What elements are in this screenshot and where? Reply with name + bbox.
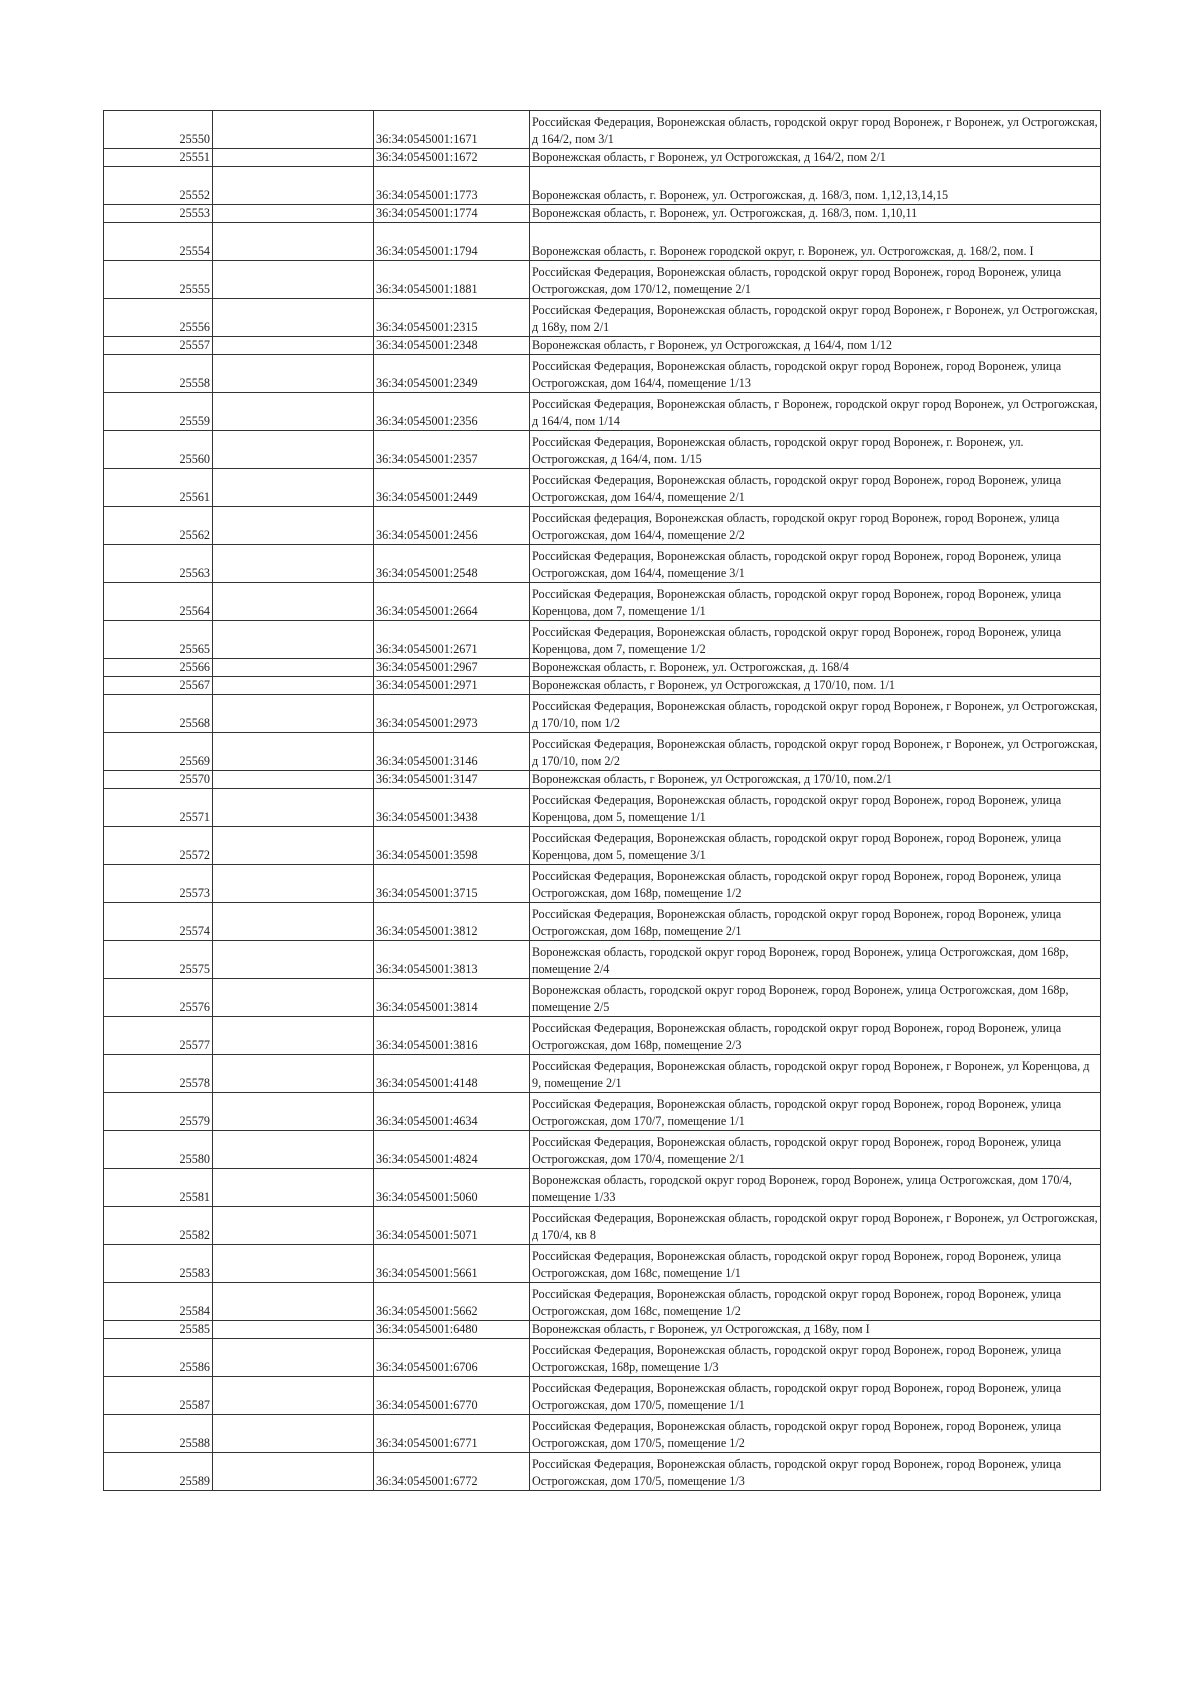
table-row	[104, 1055, 1101, 1093]
empty-cell	[213, 205, 374, 223]
address-cell: Российская Федерация, Воронежская область, городской округ город Воронеж, город Воронеж, улица Острогожская, дом 168р, помещение 1/2	[530, 865, 1101, 903]
address-cell: Российская Федерация, Воронежская область, г Воронеж, городской округ город Воронеж, ул Острогожская, д 164/4, пом 1/14	[530, 393, 1101, 431]
cadastral-number-cell: 36:34:0545001:2967	[374, 659, 530, 677]
row-number-cell: 25558	[104, 355, 213, 393]
row-number-cell: 25565	[104, 621, 213, 659]
table-row	[104, 205, 1101, 223]
address-cell: Воронежская область, городской округ город Воронеж, город Воронеж, улица Острогожская, дом 168р, помещение 2/4	[530, 941, 1101, 979]
empty-cell	[213, 545, 374, 583]
row-number-cell: 25580	[104, 1131, 213, 1169]
address-cell: Воронежская область, г Воронеж, ул Острогожская, д 164/2, пом 2/1	[530, 149, 1101, 167]
address-cell: Российская Федерация, Воронежская область, городской округ город Воронеж, город Воронеж, улица Острогожская, дом 170/5, помещение 1/3	[530, 1453, 1101, 1491]
address-cell: Российская Федерация, Воронежская область, городской округ город Воронеж, город Воронеж, улица Острогожская, дом 168р, помещение 2/1	[530, 903, 1101, 941]
cadastral-number-cell: 36:34:0545001:4634	[374, 1093, 530, 1131]
empty-cell	[213, 431, 374, 469]
table-row	[104, 149, 1101, 167]
empty-cell	[213, 167, 374, 205]
address-cell: Российская Федерация, Воронежская область, городской округ город Воронеж, город Воронеж, улица Острогожская, дом 164/4, помещение 3/1	[530, 545, 1101, 583]
address-cell: Российская Федерация, Воронежская область, городской округ город Воронеж, город Воронеж, улица Коренцова, дом 5, помещение 3/1	[530, 827, 1101, 865]
table-row	[104, 223, 1101, 261]
empty-cell	[213, 865, 374, 903]
address-cell: Российская Федерация, Воронежская область, городской округ город Воронеж, город Воронеж, улица Острогожская, дом 168с, помещение 1/2	[530, 1283, 1101, 1321]
row-number-cell: 25562	[104, 507, 213, 545]
cadastral-number-cell: 36:34:0545001:5071	[374, 1207, 530, 1245]
empty-cell	[213, 659, 374, 677]
row-number-cell: 25575	[104, 941, 213, 979]
cadastral-number-cell: 36:34:0545001:3146	[374, 733, 530, 771]
cadastral-number-cell: 36:34:0545001:2671	[374, 621, 530, 659]
address-cell: Воронежская область, г Воронеж, ул Острогожская, д 170/10, пом. 1/1	[530, 677, 1101, 695]
cadastral-number-cell: 36:34:0545001:1881	[374, 261, 530, 299]
table-row	[104, 771, 1101, 789]
address-cell: Российская Федерация, Воронежская область, городской округ город Воронеж, г Воронеж, ул Коренцова, д 9, помещение 2/1	[530, 1055, 1101, 1093]
address-cell: Российская Федерация, Воронежская область, городской округ город Воронеж, город Воронеж, улица Острогожская, дом 168р, помещение 2/3	[530, 1017, 1101, 1055]
row-number-cell: 25572	[104, 827, 213, 865]
cadastral-number-cell: 36:34:0545001:3814	[374, 979, 530, 1017]
table-row	[104, 677, 1101, 695]
table-row	[104, 789, 1101, 827]
table-row	[104, 337, 1101, 355]
table-row	[104, 1131, 1101, 1169]
address-cell: Российская Федерация, Воронежская область, городской округ город Воронеж, г. Воронеж, ул. Острогожская, д 164/4, пом. 1/15	[530, 431, 1101, 469]
row-number-cell: 25576	[104, 979, 213, 1017]
row-number-cell: 25552	[104, 167, 213, 205]
registry-table	[103, 110, 1101, 1491]
empty-cell	[213, 261, 374, 299]
table-row	[104, 299, 1101, 337]
cadastral-number-cell: 36:34:0545001:2356	[374, 393, 530, 431]
cadastral-number-cell: 36:34:0545001:5661	[374, 1245, 530, 1283]
row-number-cell: 25550	[104, 111, 213, 149]
cadastral-number-cell: 36:34:0545001:4148	[374, 1055, 530, 1093]
row-number-cell: 25578	[104, 1055, 213, 1093]
row-number-cell: 25559	[104, 393, 213, 431]
row-number-cell: 25554	[104, 223, 213, 261]
cadastral-number-cell: 36:34:0545001:3816	[374, 1017, 530, 1055]
address-cell: Воронежская область, г. Воронеж, ул. Острогожская, д. 168/3, пом. 1,12,13,14,15	[530, 167, 1101, 205]
cadastral-number-cell: 36:34:0545001:4824	[374, 1131, 530, 1169]
row-number-cell: 25566	[104, 659, 213, 677]
address-cell: Российская федерация, Воронежская область, городской округ город Воронеж, город Воронеж, улица Острогожская, дом 164/4, помещение 2/2	[530, 507, 1101, 545]
table-row	[104, 621, 1101, 659]
address-cell: Российская Федерация, Воронежская область, городской округ город Воронеж, г Воронеж, ул Острогожская, д 168у, пом 2/1	[530, 299, 1101, 337]
cadastral-number-cell: 36:34:0545001:5662	[374, 1283, 530, 1321]
cadastral-number-cell: 36:34:0545001:2357	[374, 431, 530, 469]
address-cell: Российская Федерация, Воронежская область, городской округ город Воронеж, город Воронеж, улица Острогожская, дом 170/12, помещение 2/1	[530, 261, 1101, 299]
address-cell: Российская Федерация, Воронежская область, городской округ город Воронеж, город Воронеж, улица Острогожская, дом 164/4, помещение 1/13	[530, 355, 1101, 393]
cadastral-number-cell: 36:34:0545001:2973	[374, 695, 530, 733]
address-cell: Российская Федерация, Воронежская область, городской округ город Воронеж, город Воронеж, улица Острогожская, дом 168с, помещение 1/1	[530, 1245, 1101, 1283]
table-row	[104, 431, 1101, 469]
table-row	[104, 355, 1101, 393]
table-row	[104, 733, 1101, 771]
row-number-cell: 25564	[104, 583, 213, 621]
empty-cell	[213, 149, 374, 167]
address-cell: Российская Федерация, Воронежская область, городской округ город Воронеж, город Воронеж, улица Коренцова, дом 5, помещение 1/1	[530, 789, 1101, 827]
cadastral-number-cell: 36:34:0545001:6706	[374, 1339, 530, 1377]
table-row	[104, 1321, 1101, 1339]
table-row	[104, 1415, 1101, 1453]
table-row	[104, 261, 1101, 299]
empty-cell	[213, 111, 374, 149]
cadastral-number-cell: 36:34:0545001:1671	[374, 111, 530, 149]
cadastral-number-cell: 36:34:0545001:2349	[374, 355, 530, 393]
empty-cell	[213, 621, 374, 659]
empty-cell	[213, 1321, 374, 1339]
empty-cell	[213, 355, 374, 393]
empty-cell	[213, 1093, 374, 1131]
row-number-cell: 25588	[104, 1415, 213, 1453]
table-row	[104, 469, 1101, 507]
address-cell: Российская Федерация, Воронежская область, городской округ город Воронеж, г Воронеж, ул Острогожская, д 170/10, пом 1/2	[530, 695, 1101, 733]
address-cell: Российская Федерация, Воронежская область, городской округ город Воронеж, г Воронеж, ул Острогожская, д 170/4, кв 8	[530, 1207, 1101, 1245]
cadastral-number-cell: 36:34:0545001:2449	[374, 469, 530, 507]
cadastral-number-cell: 36:34:0545001:3147	[374, 771, 530, 789]
row-number-cell: 25556	[104, 299, 213, 337]
table-row	[104, 1017, 1101, 1055]
cadastral-number-cell: 36:34:0545001:6770	[374, 1377, 530, 1415]
cadastral-number-cell: 36:34:0545001:2664	[374, 583, 530, 621]
table-row	[104, 865, 1101, 903]
row-number-cell: 25583	[104, 1245, 213, 1283]
empty-cell	[213, 1245, 374, 1283]
table-row	[104, 659, 1101, 677]
empty-cell	[213, 299, 374, 337]
row-number-cell: 25560	[104, 431, 213, 469]
cadastral-number-cell: 36:34:0545001:3813	[374, 941, 530, 979]
table-row	[104, 941, 1101, 979]
address-cell: Российская Федерация, Воронежская область, городской округ город Воронеж, г Воронеж, ул Острогожская, д 164/2, пом 3/1	[530, 111, 1101, 149]
empty-cell	[213, 903, 374, 941]
row-number-cell: 25585	[104, 1321, 213, 1339]
table-row	[104, 1207, 1101, 1245]
empty-cell	[213, 1169, 374, 1207]
row-number-cell: 25587	[104, 1377, 213, 1415]
address-cell: Российская Федерация, Воронежская область, городской округ город Воронеж, город Воронеж, улица Острогожская, дом 170/4, помещение 2/1	[530, 1131, 1101, 1169]
empty-cell	[213, 1453, 374, 1491]
table-row	[104, 545, 1101, 583]
row-number-cell: 25581	[104, 1169, 213, 1207]
row-number-cell: 25567	[104, 677, 213, 695]
row-number-cell: 25555	[104, 261, 213, 299]
row-number-cell: 25553	[104, 205, 213, 223]
row-number-cell: 25569	[104, 733, 213, 771]
address-cell: Российская Федерация, Воронежская область, городской округ город Воронеж, город Воронеж, улица Коренцова, дом 7, помещение 1/2	[530, 621, 1101, 659]
table-row	[104, 1169, 1101, 1207]
address-cell: Воронежская область, г Воронеж, ул Острогожская, д 170/10, пом.2/1	[530, 771, 1101, 789]
row-number-cell: 25582	[104, 1207, 213, 1245]
cadastral-number-cell: 36:34:0545001:2456	[374, 507, 530, 545]
table-row	[104, 393, 1101, 431]
row-number-cell: 25557	[104, 337, 213, 355]
row-number-cell: 25570	[104, 771, 213, 789]
address-cell: Российская Федерация, Воронежская область, городской округ город Воронеж, город Воронеж, улица Коренцова, дом 7, помещение 1/1	[530, 583, 1101, 621]
cadastral-number-cell: 36:34:0545001:3438	[374, 789, 530, 827]
address-cell: Российская Федерация, Воронежская область, городской округ город Воронеж, город Воронеж, улица Острогожская, дом 164/4, помещение 2/1	[530, 469, 1101, 507]
row-number-cell: 25577	[104, 1017, 213, 1055]
address-cell: Воронежская область, г. Воронеж, ул. Острогожская, д. 168/3, пом. 1,10,11	[530, 205, 1101, 223]
empty-cell	[213, 337, 374, 355]
table-row	[104, 979, 1101, 1017]
empty-cell	[213, 393, 374, 431]
empty-cell	[213, 979, 374, 1017]
empty-cell	[213, 677, 374, 695]
table-row	[104, 903, 1101, 941]
cadastral-number-cell: 36:34:0545001:1774	[374, 205, 530, 223]
address-cell: Воронежская область, г Воронеж, ул Острогожская, д 168у, пом I	[530, 1321, 1101, 1339]
table-row	[104, 1245, 1101, 1283]
row-number-cell: 25574	[104, 903, 213, 941]
address-cell: Российская Федерация, Воронежская область, городской округ город Воронеж, город Воронеж, улица Острогожская, дом 170/5, помещение 1/1	[530, 1377, 1101, 1415]
table-row	[104, 1453, 1101, 1491]
table-row	[104, 1093, 1101, 1131]
address-cell: Воронежская область, г. Воронеж, ул. Острогожская, д. 168/4	[530, 659, 1101, 677]
cadastral-number-cell: 36:34:0545001:5060	[374, 1169, 530, 1207]
address-cell: Российская Федерация, Воронежская область, городской округ город Воронеж, город Воронеж, улица Острогожская, дом 170/5, помещение 1/2	[530, 1415, 1101, 1453]
table-row	[104, 167, 1101, 205]
address-cell: Воронежская область, г. Воронеж городской округ, г. Воронеж, ул. Острогожская, д. 168/2, пом. I	[530, 223, 1101, 261]
row-number-cell: 25571	[104, 789, 213, 827]
empty-cell	[213, 789, 374, 827]
row-number-cell: 25563	[104, 545, 213, 583]
empty-cell	[213, 1339, 374, 1377]
row-number-cell: 25579	[104, 1093, 213, 1131]
cadastral-number-cell: 36:34:0545001:2315	[374, 299, 530, 337]
cadastral-number-cell: 36:34:0545001:3812	[374, 903, 530, 941]
cadastral-number-cell: 36:34:0545001:3715	[374, 865, 530, 903]
empty-cell	[213, 1415, 374, 1453]
empty-cell	[213, 1283, 374, 1321]
row-number-cell: 25584	[104, 1283, 213, 1321]
address-cell: Воронежская область, городской округ город Воронеж, город Воронеж, улица Острогожская, дом 170/4, помещение 1/33	[530, 1169, 1101, 1207]
cadastral-number-cell: 36:34:0545001:6771	[374, 1415, 530, 1453]
empty-cell	[213, 827, 374, 865]
table-row	[104, 1339, 1101, 1377]
row-number-cell: 25551	[104, 149, 213, 167]
empty-cell	[213, 695, 374, 733]
table-row	[104, 695, 1101, 733]
cadastral-number-cell: 36:34:0545001:6480	[374, 1321, 530, 1339]
table-row	[104, 507, 1101, 545]
row-number-cell: 25561	[104, 469, 213, 507]
cadastral-number-cell: 36:34:0545001:1794	[374, 223, 530, 261]
empty-cell	[213, 941, 374, 979]
address-cell: Воронежская область, городской округ город Воронеж, город Воронеж, улица Острогожская, дом 168р, помещение 2/5	[530, 979, 1101, 1017]
address-cell: Российская Федерация, Воронежская область, городской округ город Воронеж, город Воронеж, улица Острогожская, дом 170/7, помещение 1/1	[530, 1093, 1101, 1131]
empty-cell	[213, 1207, 374, 1245]
address-cell: Российская Федерация, Воронежская область, городской округ город Воронеж, г Воронеж, ул Острогожская, д 170/10, пом 2/2	[530, 733, 1101, 771]
cadastral-number-cell: 36:34:0545001:2971	[374, 677, 530, 695]
empty-cell	[213, 771, 374, 789]
empty-cell	[213, 223, 374, 261]
empty-cell	[213, 1131, 374, 1169]
table-row	[104, 827, 1101, 865]
cadastral-number-cell: 36:34:0545001:1773	[374, 167, 530, 205]
table-row	[104, 111, 1101, 149]
cadastral-number-cell: 36:34:0545001:3598	[374, 827, 530, 865]
empty-cell	[213, 583, 374, 621]
empty-cell	[213, 1055, 374, 1093]
cadastral-number-cell: 36:34:0545001:6772	[374, 1453, 530, 1491]
empty-cell	[213, 469, 374, 507]
cadastral-number-cell: 36:34:0545001:2348	[374, 337, 530, 355]
cadastral-number-cell: 36:34:0545001:2548	[374, 545, 530, 583]
row-number-cell: 25586	[104, 1339, 213, 1377]
address-cell: Российская Федерация, Воронежская область, городской округ город Воронеж, город Воронеж, улица Острогожская, 168р, помещение 1/3	[530, 1339, 1101, 1377]
empty-cell	[213, 733, 374, 771]
empty-cell	[213, 1377, 374, 1415]
address-cell: Воронежская область, г Воронеж, ул Острогожская, д 164/4, пом 1/12	[530, 337, 1101, 355]
table-row	[104, 1283, 1101, 1321]
row-number-cell: 25589	[104, 1453, 213, 1491]
row-number-cell: 25568	[104, 695, 213, 733]
empty-cell	[213, 507, 374, 545]
cadastral-number-cell: 36:34:0545001:1672	[374, 149, 530, 167]
row-number-cell: 25573	[104, 865, 213, 903]
registry-table-body	[104, 111, 1101, 1491]
empty-cell	[213, 1017, 374, 1055]
table-row	[104, 583, 1101, 621]
table-row	[104, 1377, 1101, 1415]
